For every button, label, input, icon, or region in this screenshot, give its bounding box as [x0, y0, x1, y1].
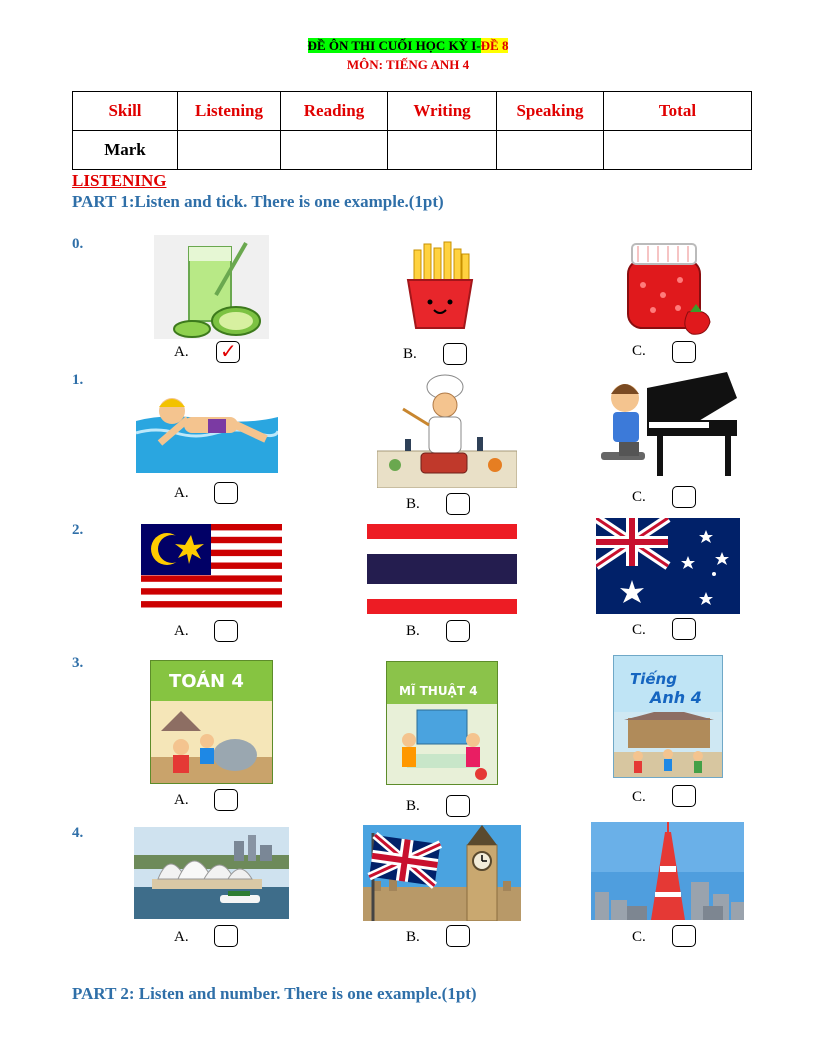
- q0-option-c-checkbox[interactable]: [672, 341, 696, 363]
- thailand-flag-image[interactable]: [367, 524, 517, 614]
- question-number-3: 3.: [72, 655, 84, 671]
- title-exam-number: ĐỀ 8: [480, 38, 509, 53]
- mark-table: [72, 91, 752, 170]
- sydney-opera-house-image[interactable]: [134, 827, 289, 919]
- q4-option-c-checkbox[interactable]: [672, 925, 696, 947]
- mark-table-header-row: [73, 92, 752, 131]
- q2-option-b-checkbox[interactable]: [446, 620, 470, 642]
- math-book-title: TOÁN 4: [169, 671, 244, 692]
- section-heading-listening: LISTENING: [72, 171, 167, 190]
- q4-option-b-label: B.: [406, 929, 420, 945]
- header-speaking: Speaking: [497, 92, 604, 131]
- q3-option-b-label: B.: [406, 798, 420, 814]
- math-book-image[interactable]: [150, 660, 273, 784]
- part2-heading: PART 2: Listen and number. There is one example.(1pt): [72, 984, 477, 1003]
- q4-option-a-label: A.: [174, 929, 189, 945]
- art-book-title: MĨ THUẬT 4: [399, 684, 478, 698]
- chef-cooking-image[interactable]: [377, 373, 517, 488]
- q2-option-c-checkbox[interactable]: [672, 618, 696, 640]
- boy-swimming-image[interactable]: [136, 383, 278, 473]
- q0-option-b-checkbox[interactable]: [443, 343, 467, 365]
- q0-option-c-label: C.: [632, 343, 646, 359]
- question-number-4: 4.: [72, 825, 84, 841]
- row-label-mark: Mark: [73, 131, 178, 170]
- australia-flag-image[interactable]: [596, 518, 740, 614]
- q1-option-c-label: C.: [632, 489, 646, 505]
- question-number-1: 1.: [72, 372, 84, 388]
- q1-option-a-checkbox[interactable]: [214, 482, 238, 504]
- q3-option-a-label: A.: [174, 792, 189, 808]
- q1-option-c-checkbox[interactable]: [672, 486, 696, 508]
- q0-option-b-label: B.: [403, 346, 417, 362]
- header-writing: Writing: [388, 92, 497, 131]
- tick-mark-icon: ✓: [220, 339, 237, 363]
- header-skill: Skill: [73, 92, 178, 131]
- mark-cell-speaking[interactable]: [497, 131, 604, 170]
- q0-option-a-label: A.: [174, 344, 189, 360]
- question-number-2: 2.: [72, 522, 84, 538]
- art-book-image[interactable]: [386, 661, 498, 785]
- q4-option-b-checkbox[interactable]: [446, 925, 470, 947]
- strawberry-jam-image[interactable]: [618, 240, 714, 336]
- boy-playing-piano-image[interactable]: [597, 368, 739, 482]
- question-number-0: 0.: [72, 236, 84, 252]
- q1-option-a-label: A.: [174, 485, 189, 501]
- document-title: [0, 38, 816, 54]
- q3-option-b-checkbox[interactable]: [446, 795, 470, 817]
- art-book-illustration: [387, 704, 498, 785]
- english-book-image[interactable]: [613, 655, 723, 778]
- english-book-illustration: [614, 712, 723, 778]
- header-total: Total: [604, 92, 752, 131]
- q2-option-b-label: B.: [406, 623, 420, 639]
- q1-option-b-checkbox[interactable]: [446, 493, 470, 515]
- english-book-title-line1: Tiếng: [630, 670, 677, 688]
- mark-cell-reading[interactable]: [281, 131, 388, 170]
- q3-option-c-label: C.: [632, 789, 646, 805]
- q2-option-a-label: A.: [174, 623, 189, 639]
- q2-option-c-label: C.: [632, 622, 646, 638]
- french-fries-image[interactable]: [400, 240, 480, 332]
- q2-option-a-checkbox[interactable]: [214, 620, 238, 642]
- q3-option-c-checkbox[interactable]: [672, 785, 696, 807]
- mark-cell-total[interactable]: [604, 131, 752, 170]
- header-reading: Reading: [281, 92, 388, 131]
- q0-option-a-checkbox[interactable]: [216, 341, 240, 363]
- q3-option-a-checkbox[interactable]: [214, 789, 238, 811]
- header-listening: Listening: [178, 92, 281, 131]
- mark-cell-writing[interactable]: [388, 131, 497, 170]
- q1-option-b-label: B.: [406, 496, 420, 512]
- malaysia-flag-image[interactable]: [141, 524, 282, 614]
- q4-option-a-checkbox[interactable]: [214, 925, 238, 947]
- q4-option-c-label: C.: [632, 929, 646, 945]
- english-book-title-line2: Anh 4: [650, 688, 702, 707]
- mark-table-mark-row: [73, 131, 752, 170]
- mark-cell-listening[interactable]: [178, 131, 281, 170]
- title-main: ĐỀ ÔN THI CUỐI HỌC KỲ I-: [307, 38, 481, 53]
- tokyo-tower-image[interactable]: [591, 822, 744, 920]
- part1-heading: PART 1:Listen and tick. There is one example.(1pt): [72, 192, 444, 211]
- document-subtitle: MÔN: TIẾNG ANH 4: [346, 57, 470, 72]
- lemonade-glass-image[interactable]: [154, 235, 269, 339]
- math-book-illustration: [151, 701, 273, 784]
- london-big-ben-image[interactable]: [363, 825, 521, 921]
